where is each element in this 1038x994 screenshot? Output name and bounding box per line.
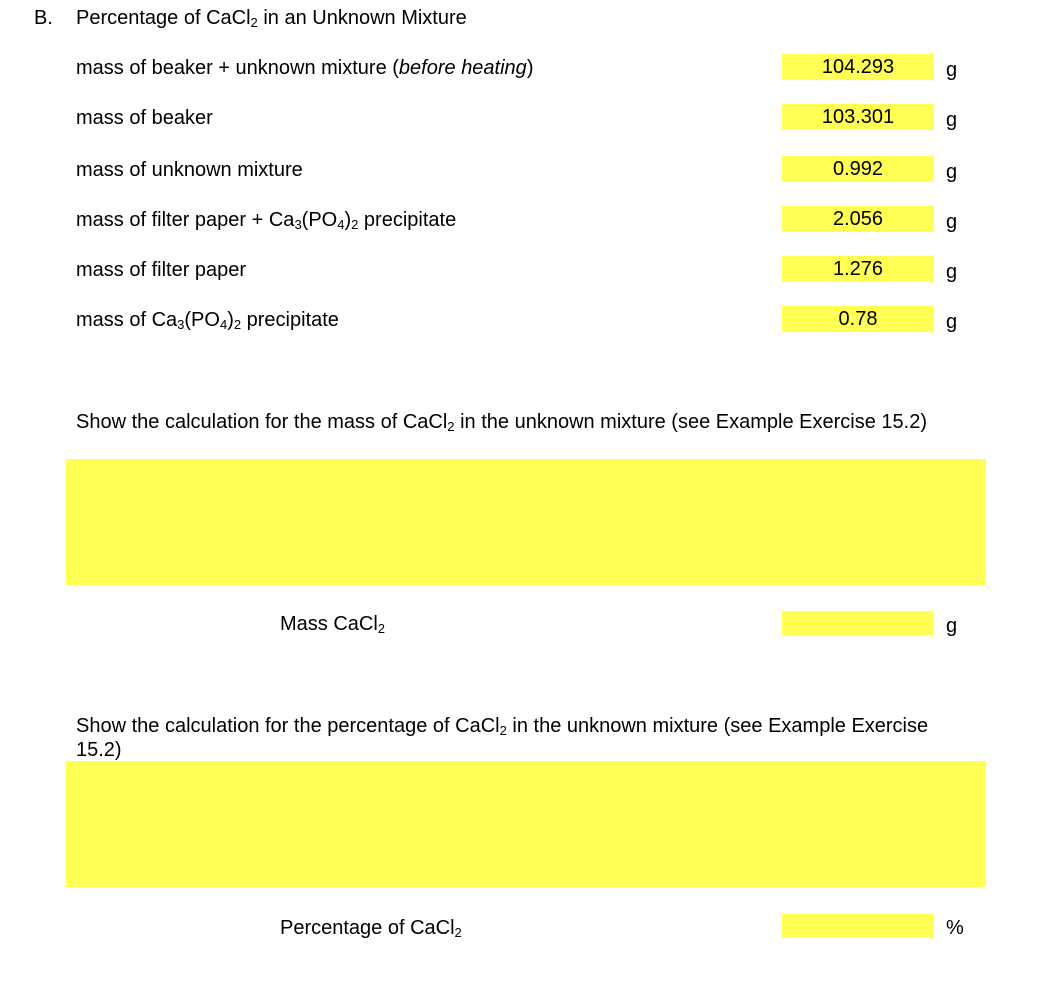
value-field-filter-paper[interactable]: 1.276 bbox=[782, 256, 934, 282]
value-field-unknown-mixture[interactable]: 0.992 bbox=[782, 156, 934, 182]
unit-grams: g bbox=[946, 211, 958, 233]
mass-calculation-work-area[interactable] bbox=[66, 459, 986, 585]
unit-grams: g bbox=[946, 59, 958, 81]
percentage-cacl2-label: Percentage of CaCl$_2$ bbox=[280, 917, 462, 940]
row-label-precipitate: mass of $Ca_3(PO_4)_2$ precipitate bbox=[76, 309, 339, 332]
mass-cacl2-field[interactable] bbox=[782, 611, 934, 635]
value-field-beaker-plus-mixture[interactable]: 104.293 bbox=[782, 54, 934, 80]
row-label-filter-paper-plus-precipitate: mass of filter paper + $Ca_3(PO_4)_2$ precipitate bbox=[76, 209, 457, 232]
mass-calculation-prompt: Show the calculation for the mass of CaCl$_2$ in the unknown mixture (see Example Exercise 15.2) bbox=[76, 411, 927, 434]
percentage-calculation-prompt: Show the calculation for the percentage of CaCl$_2$ in the unknown mixture (see Example Exercise 15.2) bbox=[76, 715, 929, 761]
unit-grams: g bbox=[946, 161, 958, 183]
row-label-unknown-mixture: mass of unknown mixture bbox=[76, 159, 303, 181]
row-label-beaker: mass of beaker bbox=[76, 107, 213, 129]
unit-grams: g bbox=[946, 261, 958, 283]
value-field-filter-paper-plus-precipitate[interactable]: 2.056 bbox=[782, 206, 934, 232]
unit-grams: g bbox=[946, 615, 958, 637]
unit-grams: g bbox=[946, 311, 958, 333]
percentage-calculation-work-area[interactable] bbox=[66, 761, 986, 887]
value-field-beaker[interactable]: 103.301 bbox=[782, 104, 934, 130]
row-label-beaker-plus-mixture: mass of beaker + unknown mixture (before heating) bbox=[76, 57, 534, 79]
row-label-filter-paper: mass of filter paper bbox=[76, 259, 247, 281]
section-letter: B. bbox=[34, 7, 53, 29]
percentage-cacl2-field[interactable] bbox=[782, 914, 934, 938]
mass-cacl2-label: Mass CaCl$_2$ bbox=[280, 613, 386, 636]
section-title: Percentage of CaCl$_2$ in an Unknown Mixture bbox=[76, 7, 467, 30]
unit-grams: g bbox=[946, 109, 958, 131]
unit-percent: % bbox=[946, 917, 964, 939]
value-field-precipitate[interactable]: 0.78 bbox=[782, 306, 934, 332]
